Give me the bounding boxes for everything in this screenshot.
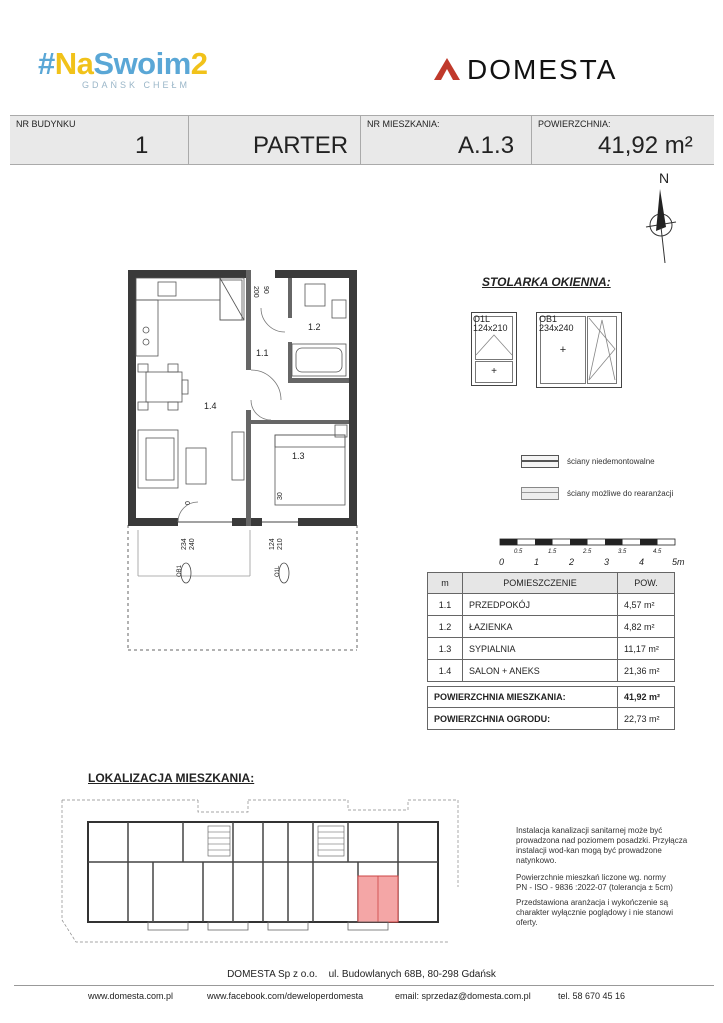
brand-name: DOMESTA [467, 54, 618, 85]
garden-area-row [428, 708, 675, 730]
header-area: POW. [618, 573, 675, 594]
window-o1l-tilt-icon [474, 330, 514, 360]
scale-major-0: 0 [499, 557, 505, 567]
legend-movable-swatch [521, 487, 559, 500]
table-row [428, 594, 675, 616]
room-label-1-1: 1.1 [256, 348, 269, 358]
compass-icon [636, 185, 686, 265]
row-name: SYPIALNIA [463, 638, 618, 660]
scale-major-1: 1 [534, 557, 540, 567]
door-swings [178, 308, 285, 522]
row-area: 11,17 m² [618, 638, 675, 660]
legend-fixed-swatch [521, 455, 559, 468]
row-name: SALON + ANEKS [463, 660, 618, 682]
row-no: 1.2 [428, 616, 463, 638]
row-no: 1.3 [428, 638, 463, 660]
table-row [428, 616, 675, 638]
apartment-label: NR MIESZKANIA: [367, 119, 440, 129]
terrace-outline [138, 530, 250, 576]
table-row [428, 638, 675, 660]
scale-major-4: 4 [639, 557, 645, 567]
info-bar [10, 115, 714, 165]
row-name: ŁAZIENKA [463, 616, 618, 638]
row-no: 1.4 [428, 660, 463, 682]
window-ob1-swing-icon [587, 316, 619, 382]
scale-major-3: 3 [604, 557, 610, 567]
window-ob1-fixed: + [540, 316, 586, 384]
domesta-logo-icon [432, 56, 462, 82]
dim-door-90: 90 [262, 286, 269, 294]
row-area: 4,57 m² [618, 594, 675, 616]
facebook-link[interactable]: www.facebook.com/deweloperdomesta [207, 991, 364, 1001]
row-area: 4,82 m² [618, 616, 675, 638]
wardrobe [220, 280, 242, 320]
scale-major-2: 2 [569, 557, 575, 567]
window-o1l-lower: + [475, 361, 513, 383]
note-area-norm: Powierzchnie mieszkań liczone wg. normy PN - ISO - 9836 :2022-07 (tolerancja ± 5cm) [516, 873, 673, 892]
rooms-table [427, 572, 675, 730]
website-link[interactable]: www.domesta.com.pl [88, 991, 174, 1001]
garden-area-value: 22,73 m² [618, 708, 675, 730]
window-ob1-size: 234x240 [539, 323, 574, 333]
dim-0: 0 [185, 501, 192, 505]
dim-30: 30 [277, 492, 284, 500]
floor-cell [189, 116, 361, 164]
sofa [138, 430, 244, 488]
scale-minor-4-5: 4.5 [653, 549, 662, 555]
legend-movable-text: ściany możliwe do rearanżacji [567, 489, 674, 498]
window-o1l-code: O1L [473, 314, 491, 324]
row-area: 21,36 m² [618, 660, 675, 682]
note-disclaimer: Przedstawiona aranżacja i wykończenie są charakter wyłącznie poglądowy i nie stanowi oferty. [516, 898, 673, 927]
scale-minor-0-5: 0.5 [514, 549, 523, 555]
garden-outline [128, 525, 357, 650]
project-logo [38, 46, 208, 82]
area-label: POWIERZCHNIA: [538, 119, 611, 129]
dim-o1l-width: 124 [269, 538, 276, 550]
header-room: POMIESZCZENIE [463, 573, 618, 594]
logo-hash: # [38, 46, 55, 81]
window-ob1-code: OB1 [539, 314, 558, 324]
total-area-label: POWIERZCHNIA MIESZKANIA: [428, 687, 618, 708]
company-name: DOMESTA Sp z o.o. [227, 969, 318, 980]
logo-na: Na [54, 46, 94, 81]
scale-minor-3-5: 3.5 [618, 549, 627, 555]
total-area-value: 41,92 m² [618, 687, 675, 708]
logo-number: 2 [190, 46, 208, 81]
footer-company [0, 969, 723, 980]
room-label-1-3: 1.3 [292, 451, 305, 461]
room-label-1-4: 1.4 [204, 401, 217, 411]
building-location-plan [48, 792, 468, 957]
floor-value: PARTER [253, 132, 349, 159]
window-tag-o1l: O1L [275, 565, 281, 577]
total-area-row [428, 687, 675, 708]
window-tag-ob1: OB1 [177, 564, 183, 577]
location-title: LOKALIZACJA MIESZKANIA: [88, 771, 255, 785]
footer-divider [14, 985, 714, 986]
scale-minor-1-5: 1.5 [548, 549, 557, 555]
logo-subtitle: GDAŃSK CHEŁM [82, 80, 191, 90]
floor-plan [120, 260, 370, 660]
row-name: PRZEDPOKÓJ [463, 594, 618, 616]
email-link[interactable]: email: sprzedaz@domesta.com.pl [395, 991, 531, 1001]
dim-o1l-height: 210 [277, 538, 284, 550]
building-label: NR BUDYNKU [16, 119, 76, 129]
scale-major-5m: 5m [672, 557, 685, 567]
kitchen-units [136, 278, 244, 356]
row-no: 1.1 [428, 594, 463, 616]
scale-minor-2-5: 2.5 [583, 549, 592, 555]
table-row [428, 660, 675, 682]
dim-ob1-width: 234 [181, 538, 188, 550]
area-cell [532, 116, 713, 164]
apartment-cell [361, 116, 532, 164]
header-no: m [428, 573, 463, 594]
windows-title: STOLARKA OKIENNA: [482, 275, 611, 289]
compass-north-label: N [659, 170, 670, 186]
room-label-1-2: 1.2 [308, 322, 321, 332]
rooms-table-header [428, 573, 675, 594]
window-o1l-size: 124x210 [473, 323, 508, 333]
dim-door-200: 200 [252, 286, 259, 298]
dim-ob1-height: 240 [189, 538, 196, 550]
interior-walls [246, 270, 349, 526]
building-value: 1 [135, 132, 149, 159]
logo-swoim: Swoim [93, 46, 191, 81]
phone-number: tel. 58 670 45 16 [558, 991, 626, 1001]
area-value: 41,92 m² [598, 132, 693, 159]
garden-area-label: POWIERZCHNIA OGRODU: [428, 708, 618, 730]
legend-fixed-text: ściany niedemontowalne [567, 457, 655, 466]
company-address: ul. Budowlanych 68B, 80-298 Gdańsk [328, 969, 496, 980]
building-cell [10, 116, 189, 164]
bed [275, 425, 347, 505]
apartment-value: A.1.3 [458, 132, 515, 159]
dining-table [138, 364, 188, 410]
note-installation: Instalacja kanalizacji sanitarnej może być prowadzona nad poziomem posadzki. Przyłącza instalacji wod-kan mogą być prowadzone natynkowo. [516, 826, 688, 865]
